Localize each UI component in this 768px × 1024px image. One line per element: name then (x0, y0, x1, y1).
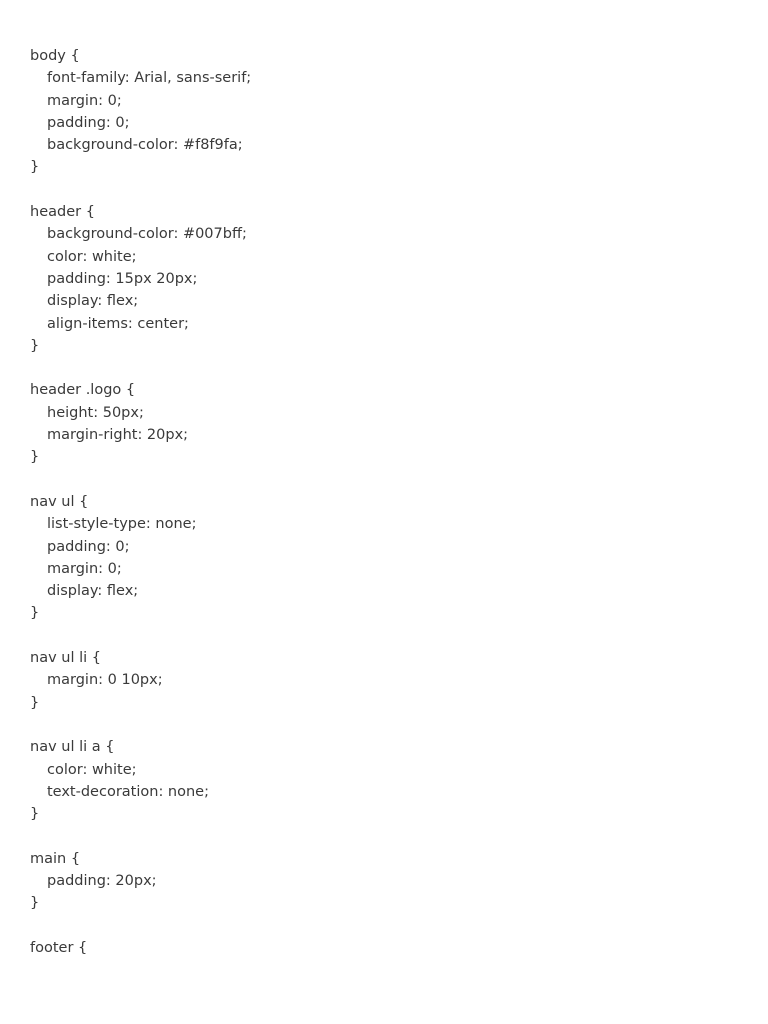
code-line: padding: 0; (47, 114, 130, 131)
code-text-view (30, 45, 730, 959)
blank-line (30, 825, 730, 847)
code-line: background-color: #f8f9fa; (47, 137, 243, 154)
code-line: margin-right: 20px; (47, 427, 189, 444)
code-line: padding: 20px; (47, 872, 157, 889)
code-line: } (30, 806, 40, 823)
code-line: height: 50px; (47, 404, 144, 421)
code-line: nav ul li { (30, 650, 101, 667)
code-line: padding: 0; (47, 538, 130, 555)
code-line: } (30, 694, 40, 711)
code-line: margin: 0 10px; (47, 672, 163, 689)
code-line: padding: 15px 20px; (47, 270, 198, 287)
code-line: margin: 0; (47, 560, 122, 577)
code-line: } (30, 449, 40, 466)
code-line: text-decoration: none; (47, 783, 209, 800)
code-line: align-items: center; (47, 315, 189, 332)
code-line: } (30, 605, 40, 622)
blank-line (30, 357, 730, 379)
code-line: } (30, 337, 40, 354)
code-line: nav ul { (30, 493, 89, 510)
blank-line (30, 179, 730, 201)
blank-line (30, 915, 730, 937)
code-line: font-family: Arial, sans-serif; (47, 70, 252, 87)
blank-line (30, 625, 730, 647)
code-line: footer { (30, 939, 88, 956)
blank-line (30, 714, 730, 736)
code-line: header .logo { (30, 382, 136, 399)
code-line: margin: 0; (47, 92, 122, 109)
code-line: color: white; (47, 248, 137, 265)
code-line: } (30, 159, 40, 176)
code-line: body { (30, 48, 80, 64)
code-line: header { (30, 204, 95, 221)
code-line: nav ul li a { (30, 739, 115, 756)
code-line: background-color: #007bff; (47, 226, 247, 243)
blank-line (30, 469, 730, 491)
code-line: } (30, 895, 40, 912)
code-line: display: flex; (47, 293, 139, 310)
code-line: display: flex; (47, 583, 139, 600)
code-line: list-style-type: none; (47, 516, 197, 533)
code-line: color: white; (47, 761, 137, 778)
code-line: main { (30, 850, 81, 867)
